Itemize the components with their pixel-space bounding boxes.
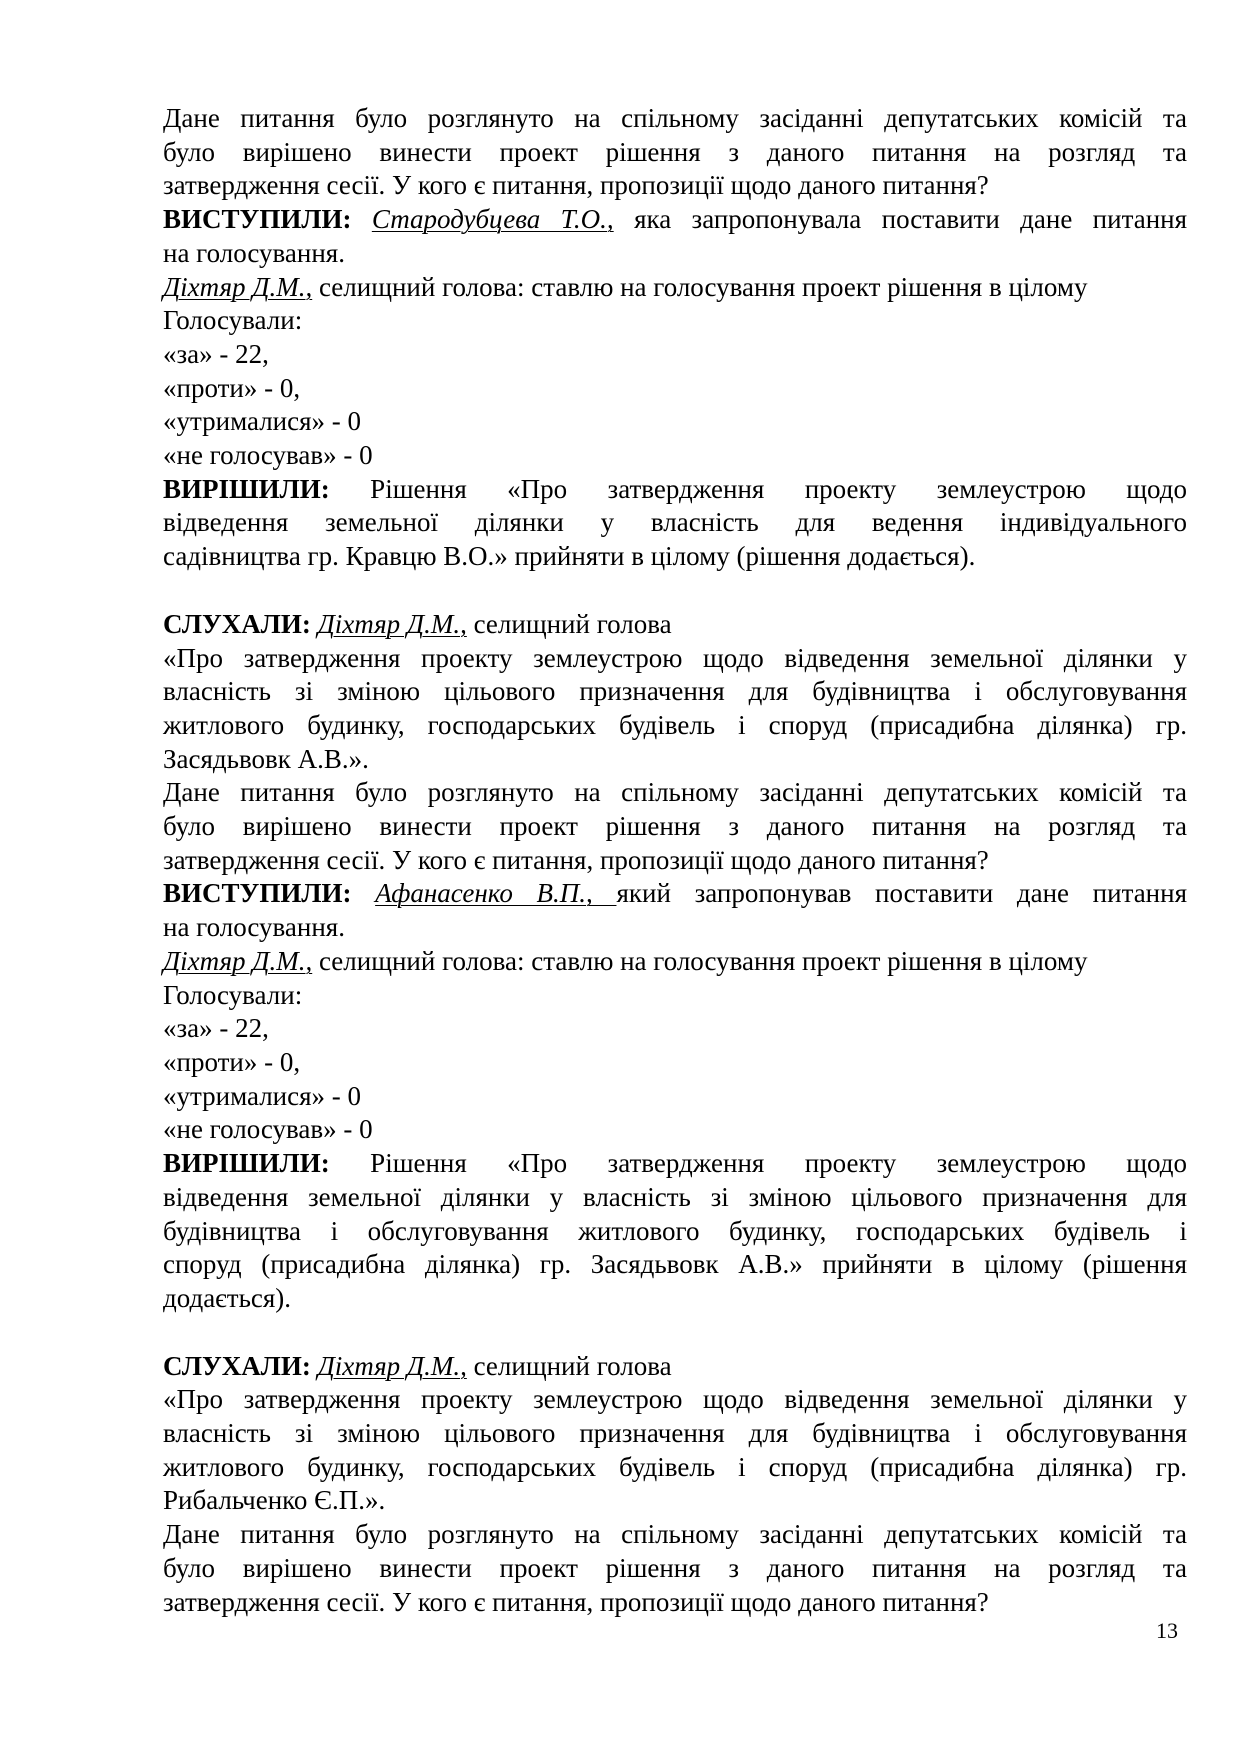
- speakers-paragraph: [163, 203, 1187, 270]
- speaker-name: Діхтяр Д.М.,: [163, 945, 313, 976]
- paragraph-line: відведення земельної ділянки у власність для ведення індивідуального: [163, 507, 1187, 538]
- vote-line: Голосували:: [163, 979, 303, 1010]
- speaker-role: селищний голова: [473, 1350, 672, 1381]
- heard-label: СЛУХАЛИ:: [163, 608, 311, 639]
- speakers-line: [163, 877, 1187, 911]
- decision-text: Рішення «Про затвердження проекту землеустрою щодо: [370, 1148, 1188, 1179]
- speaker-role: селищний голова: [473, 608, 672, 639]
- decision-label: ВИРІШИЛИ:: [163, 473, 330, 504]
- vote-line: «не голосував» - 0: [163, 1114, 373, 1145]
- paragraph-line: було вирішено винести проект рішення з даного питання на розгляд та: [163, 1552, 1187, 1583]
- paragraph-line: «Про затвердження проекту землеустрою щодо відведення земельної ділянки у: [163, 1384, 1187, 1415]
- paragraph-line: Дане питання було розглянуто на спільному засіданні депутатських комісій та: [163, 103, 1187, 133]
- section-spacer: [163, 574, 1187, 608]
- paragraph-line: затвердження сесії. У кого є питання, пропозиції щодо даного питання?: [163, 844, 989, 875]
- speaker-name: Стародубцева Т.О.,: [371, 204, 614, 235]
- paragraph-line: Дане питання було розглянуто на спільному засіданні депутатських комісій та: [163, 1519, 1187, 1550]
- paragraph-line: затвердження сесії. У кого є питання, пропозиції щодо даного питання?: [163, 1586, 989, 1617]
- statement-text: селищний голова: ставлю на голосування проект рішення в цілому: [318, 945, 1088, 976]
- speaker-proposal: яка запропонувала поставити дане питання: [634, 204, 1188, 235]
- speakers-paragraph: [163, 877, 1187, 944]
- vote-line: «не голосував» - 0: [163, 440, 373, 471]
- speakers-label: ВИСТУПИЛИ:: [163, 878, 352, 909]
- vote-line: «утрималися» - 0: [163, 1080, 362, 1111]
- paragraph-line: будівництва і обслуговування житлового будинку, господарських будівель і: [163, 1215, 1187, 1246]
- paragraph-line: затвердження сесії. У кого є питання, пропозиції щодо даного питання?: [163, 170, 989, 201]
- decision-paragraph: [163, 1147, 1187, 1316]
- paragraph-line: житлового будинку, господарських будівель і споруд (присадибна ділянка) гр.: [163, 709, 1187, 740]
- heard-heading: [163, 1350, 1187, 1384]
- decision-line: [163, 1147, 1187, 1181]
- speaker-name: Діхтяр Д.М.,: [317, 1350, 467, 1381]
- decision-text: Рішення «Про затвердження проекту землеустрою щодо: [370, 473, 1188, 504]
- speaker-name: Афанасенко В.П.,: [375, 878, 617, 909]
- paragraph-line: було вирішено винести проект рішення з даного питання на розгляд та: [163, 811, 1187, 842]
- vote-line: «проти» - 0,: [163, 372, 301, 403]
- speaker-proposal: який запропонував поставити дане питання: [616, 878, 1187, 909]
- statement-text: селищний голова: ставлю на голосування проект рішення в цілому: [318, 271, 1088, 302]
- paragraph: [163, 1383, 1187, 1518]
- page-number: 13: [1156, 1618, 1178, 1643]
- speaker-name: Діхтяр Д.М.,: [163, 271, 313, 302]
- speakers-line: [163, 203, 1187, 237]
- paragraph-line: на голосування.: [163, 912, 345, 943]
- vote-line: «за» - 22,: [163, 338, 269, 369]
- paragraph-line: власність зі зміною цільового призначення для будівництва і обслуговування: [163, 1418, 1187, 1449]
- paragraph-line: садівництва гр. Кравцю В.О.» прийняти в цілому (рішення додається).: [163, 541, 976, 572]
- paragraph: [163, 1518, 1187, 1619]
- vote-line: Голосували:: [163, 305, 303, 336]
- heard-heading: [163, 608, 1187, 642]
- decision-line: [163, 473, 1187, 507]
- section-spacer: [163, 1316, 1187, 1350]
- paragraph-line: відведення земельної ділянки у власність зі зміною цільового призначення для: [163, 1181, 1187, 1212]
- decision-label: ВИРІШИЛИ:: [163, 1148, 330, 1179]
- chair-statement: [163, 945, 1187, 979]
- paragraph-line: Засядьвовк А.В.».: [163, 743, 369, 774]
- document-body: [163, 102, 1187, 1619]
- paragraph: [163, 102, 1187, 203]
- speakers-label: ВИСТУПИЛИ:: [163, 204, 352, 235]
- speaker-name: Діхтяр Д.М.,: [317, 608, 467, 639]
- paragraph-line: власність зі зміною цільового призначення для будівництва і обслуговування: [163, 676, 1187, 707]
- heard-label: СЛУХАЛИ:: [163, 1350, 311, 1381]
- vote-line: «за» - 22,: [163, 1013, 269, 1044]
- paragraph-line: було вирішено винести проект рішення з даного питання на розгляд та: [163, 136, 1187, 167]
- paragraph-line: споруд (присадибна ділянка) гр. Засядьвовк А.В.» прийняти в цілому (рішення: [163, 1249, 1187, 1280]
- paragraph-line: Дане питання було розглянуто на спільному засіданні депутатських комісій та: [163, 777, 1187, 808]
- paragraph-line: Рибальченко Є.П.».: [163, 1485, 386, 1516]
- paragraph-line: додається).: [163, 1282, 292, 1313]
- chair-statement: [163, 271, 1187, 305]
- decision-paragraph: [163, 473, 1187, 574]
- paragraph-line: на голосування.: [163, 237, 345, 268]
- paragraph: [163, 642, 1187, 777]
- vote-line: «утрималися» - 0: [163, 406, 362, 437]
- paragraph: [163, 776, 1187, 877]
- vote-line: «проти» - 0,: [163, 1046, 301, 1077]
- paragraph-line: «Про затвердження проекту землеустрою щодо відведення земельної ділянки у: [163, 642, 1187, 673]
- paragraph-line: житлового будинку, господарських будівель і споруд (присадибна ділянка) гр.: [163, 1451, 1187, 1482]
